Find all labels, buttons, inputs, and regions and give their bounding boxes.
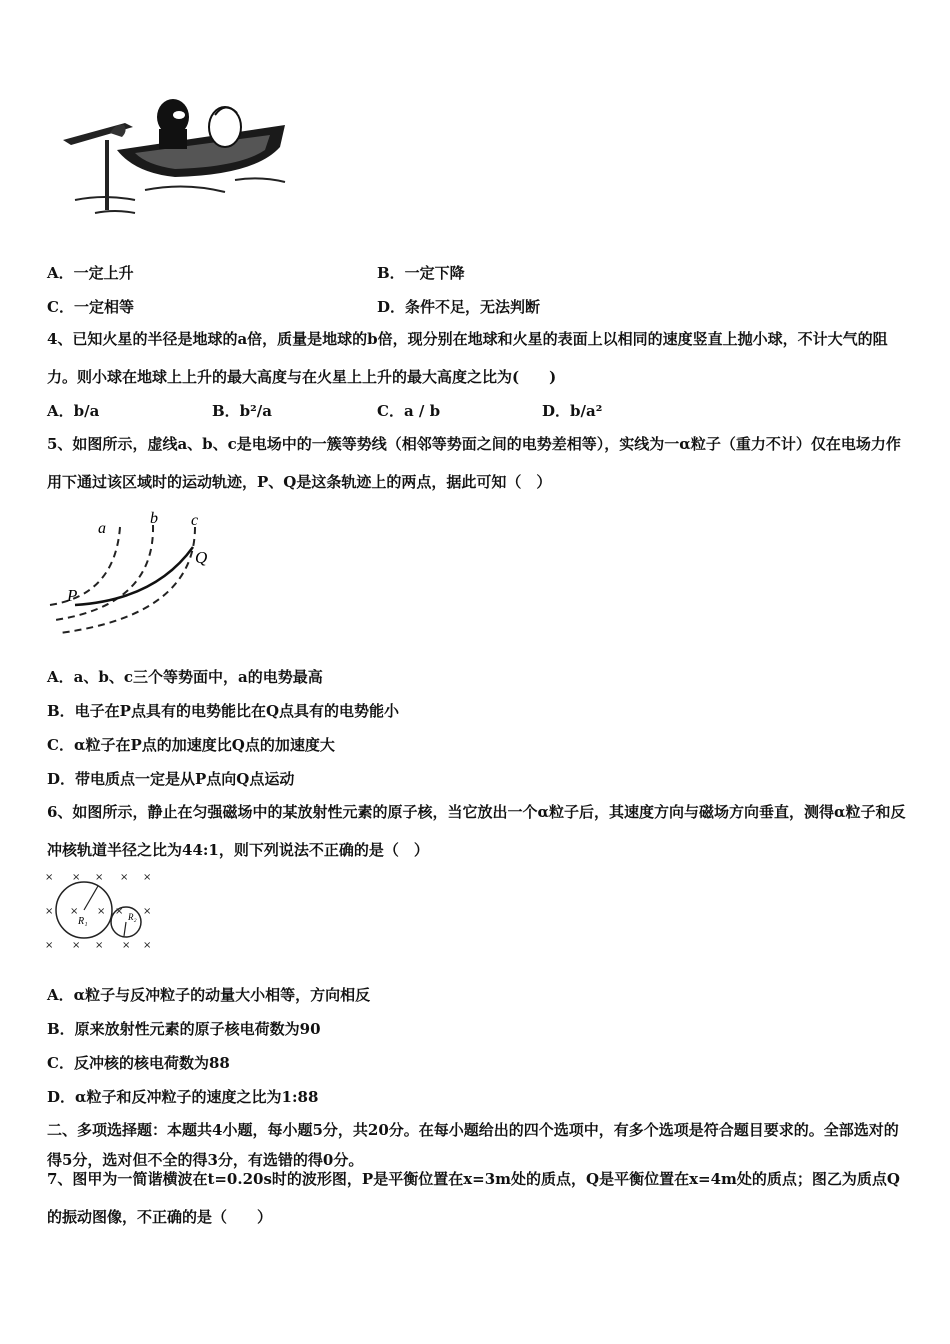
label-r1: R₁ (78, 916, 88, 927)
label-p: P (67, 586, 78, 605)
q7-stem: 7、图甲为一简谐横波在t=0.20s时的波形图，P是平衡位置在x=3m处的质点，Q是平衡位置在x=4m处的质点；图乙为质点Q的振动图像，不正确的是（ ） (47, 1170, 900, 1226)
q6-option-b: B．原来放射性元素的原子核电荷数为90 (47, 1020, 321, 1038)
cross-mark: × (45, 872, 54, 883)
q4-option-c: C．a / b (377, 402, 441, 420)
section2-heading: 二、多项选择题：本题共4小题，每小题5分，共20分。在每小题给出的四个选项中，有多个选项是符合题目要求的。全部选对的得5分，选对但不全的得3分，有选错的得0分。 (47, 1121, 899, 1169)
q3-option-b: B．一定下降 (377, 264, 465, 282)
cross-mark: × (45, 906, 54, 917)
cross-mark: × (122, 940, 131, 951)
cross-mark: × (120, 872, 129, 883)
cross-mark: × (70, 906, 79, 917)
q6-option-c: C．反冲核的核电荷数为88 (47, 1054, 230, 1072)
cross-mark: × (115, 906, 124, 917)
cross-mark: × (143, 906, 152, 917)
label-c: c (191, 512, 199, 529)
label-a: a (98, 520, 106, 537)
q4-option-a: A．b/a (47, 402, 100, 420)
q3-option-c: C．一定相等 (47, 298, 134, 316)
q5-stem: 5、如图所示，虚线a、b、c是电场中的一簇等势线（相邻等势面之间的电势差相等），实线为一α粒子（重力不计）仅在电场力作用下通过该区域时的运动轨迹，P、Q是这条轨迹上的两点，据此可知（ ） (47, 435, 901, 491)
cross-mark: × (143, 940, 152, 951)
cross-mark: × (95, 940, 104, 951)
q5-option-c: C．α粒子在P点的加速度比Q点的加速度大 (47, 736, 335, 754)
cross-mark: × (45, 940, 54, 951)
label-q: Q (195, 548, 208, 567)
cross-mark: × (95, 872, 104, 883)
q3-option-a: A．一定上升 (47, 264, 134, 282)
q6-option-d: D．α粒子和反冲粒子的速度之比为1:88 (47, 1088, 319, 1106)
cross-mark: × (72, 940, 81, 951)
q5-option-d: D．带电质点一定是从P点向Q点运动 (47, 770, 295, 788)
cross-mark: × (143, 872, 152, 883)
q6-magnetic-field-figure (40, 868, 160, 953)
q4-option-b: B．b²/a (212, 402, 272, 420)
q6-stem: 6、如图所示，静止在匀强磁场中的某放射性元素的原子核，当它放出一个α粒子后，其速度方向与磁场方向垂直，测得α粒子和反冲核轨道半径之比为44:1，则下列说法不正确的是（ ） (47, 803, 906, 859)
q5-option-a: A．a、b、c三个等势面中，a的电势最高 (47, 668, 323, 686)
q4-option-d: D．b/a² (542, 402, 603, 420)
q3-option-d: D．条件不足，无法判断 (377, 298, 541, 316)
boat-illustration (55, 95, 300, 220)
q5-equipotential-figure (45, 505, 225, 640)
q6-option-a: A．α粒子与反冲粒子的动量大小相等，方向相反 (47, 986, 371, 1004)
label-b: b (150, 510, 158, 527)
q4-stem: 4、已知火星的半径是地球的a倍，质量是地球的b倍，现分别在地球和火星的表面上以相同的速度竖直上抛小球，不计大气的阻力。则小球在地球上上升的最大高度与在火星上上升的最大高度之比为( ) (47, 330, 888, 386)
q5-option-b: B．电子在P点具有的电势能比在Q点具有的电势能小 (47, 702, 400, 720)
cross-mark: × (97, 906, 106, 917)
cross-mark: × (72, 872, 81, 883)
label-r2: R₂ (128, 912, 137, 922)
